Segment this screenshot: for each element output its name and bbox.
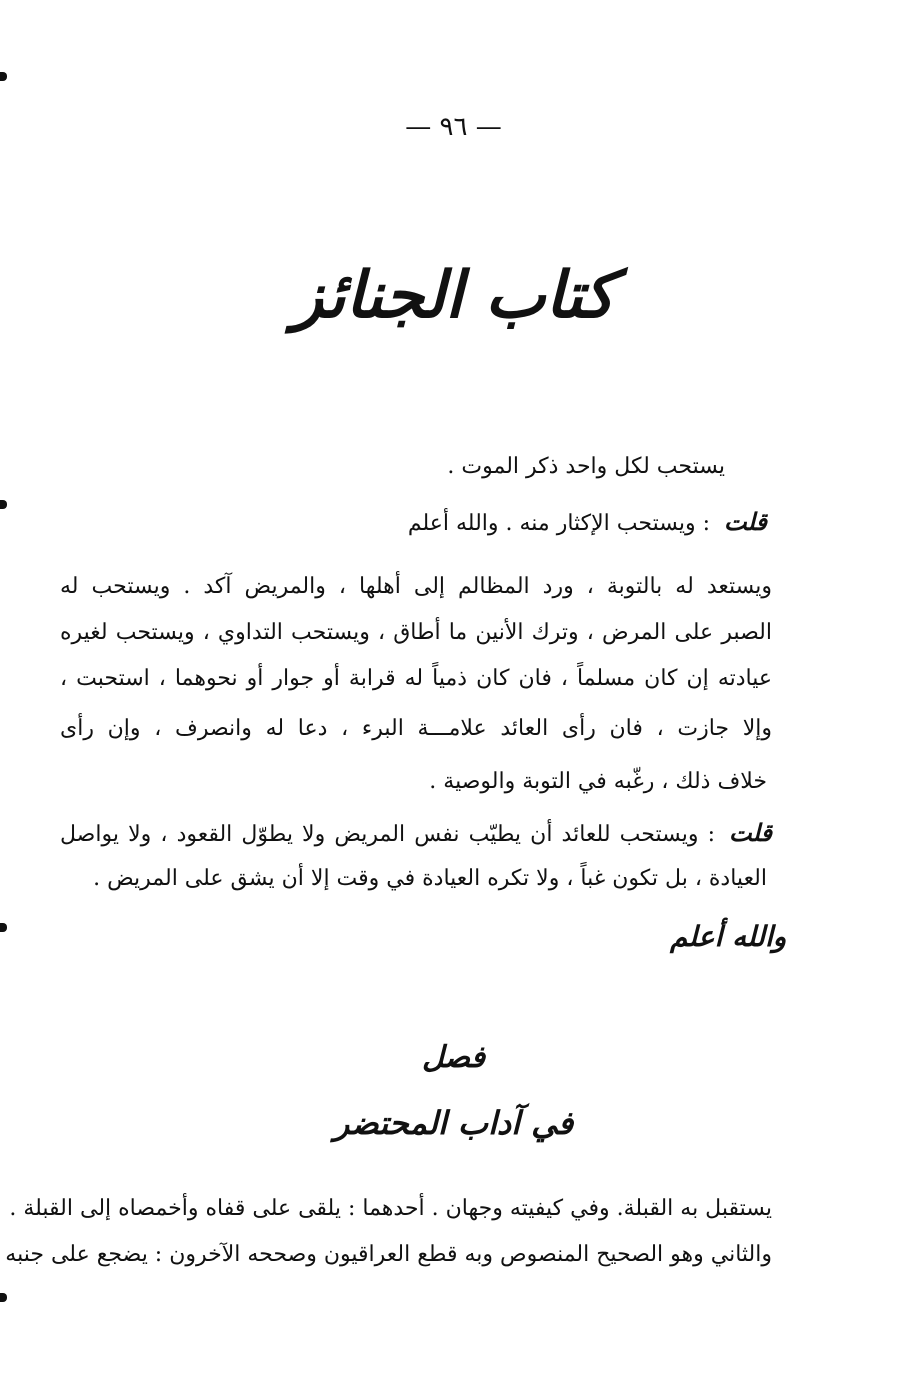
para2-line2: الصبر على المرض ، وترك الأنين ما أطاق ، ويستحب التداوي ، ويستحب لغيره [60, 620, 772, 645]
para1-line1: يستحب لكل واحد ذكر الموت . [447, 454, 725, 479]
para2-line4: وإلا جازت ، فان رأى العائد علامـــة البرء ، دعا له وانصرف ، وإن رأى [60, 716, 772, 741]
scan-edge-mark [0, 500, 7, 509]
page-number: — ٩٦ — [405, 112, 502, 142]
scan-edge-mark [0, 1293, 7, 1302]
para2-line1: ويستعد له بالتوبة ، ورد المظالم إلى أهلها ، والمريض آكد . ويستحب له [60, 574, 772, 599]
para1-line2-text: : ويستحب الإكثار منه . والله أعلم [407, 511, 711, 536]
qult-label: قلت [724, 507, 767, 536]
section-title: في آداب المحتضر [333, 1104, 574, 1142]
scan-edge-mark [0, 923, 7, 932]
scan-edge-mark [0, 72, 7, 81]
para2-line5: خلاف ذلك ، رغّبه في التوبة والوصية . [429, 769, 767, 794]
para3-line2: العيادة ، بل تكون غباً ، ولا تكره العيادة في وقت إلا أن يشق على المريض . [93, 866, 767, 891]
closing-phrase: والله أعلم [670, 920, 787, 953]
book-title: كتاب الجنائز [292, 258, 615, 333]
para3-line1 [60, 816, 772, 852]
para4-line2: والثاني وهو الصحيح المنصوص وبه قطع العراقيون وصححه الآخرون : يضجع على جنبه [5, 1242, 772, 1267]
para3-line1-text: : ويستحب للعائد أن يطيّب نفس المريض ولا يطوّل القعود ، ولا يواصل [60, 822, 716, 847]
para1-line2 [408, 505, 767, 541]
para4-line1: يستقبل به القبلة. وفي كيفيته وجهان . أحدهما : يلقى على قفاه وأخمصاه إلى القبلة . [9, 1196, 772, 1221]
section-label: فصل [421, 1040, 486, 1075]
qult-label: قلت [729, 818, 772, 847]
para2-line3: عيادته إن كان مسلماً ، فان كان ذمياً له قرابة أو جوار أو نحوهما ، استحبت ، [60, 666, 772, 691]
